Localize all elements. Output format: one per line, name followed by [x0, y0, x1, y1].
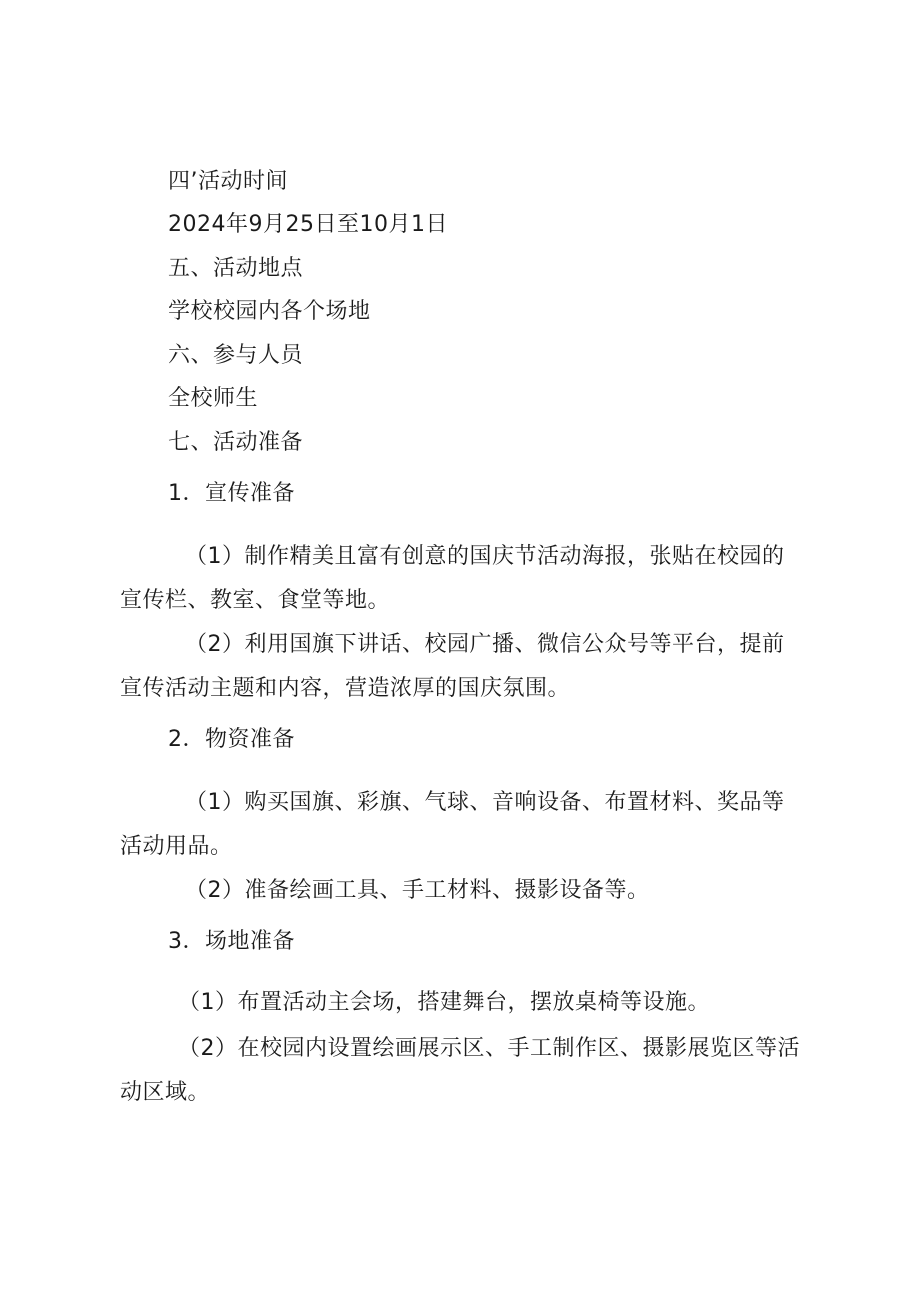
section-4-body: 2024年9月25日至10月1日 [168, 212, 448, 237]
prep-2-item1-line2: 活动用品。 [120, 834, 233, 859]
prep-1-item1-line2: 宣传栏、教室、食堂等地。 [120, 588, 391, 613]
prep-1-heading: 1．宣传准备 [168, 481, 295, 506]
prep-3-item2-line2: 动区域。 [120, 1080, 211, 1105]
prep-2-item1-line1: （1）购买国旗、彩旗、气球、音响设备、布置材料、奖品等 [185, 790, 785, 815]
section-5-body: 学校校园内各个场地 [168, 299, 371, 324]
section-7-heading: 七、活动准备 [168, 430, 304, 455]
section-6-body: 全校师生 [168, 386, 259, 411]
prep-1-item1-line1: （1）制作精美且富有创意的国庆节活动海报，张贴在校园的 [185, 544, 785, 569]
section-5-heading: 五、活动地点 [168, 256, 304, 281]
prep-2-item2-line1: （2）准备绘画工具、手工材料、摄影设备等。 [185, 878, 650, 903]
prep-2-heading: 2．物资准备 [168, 727, 295, 752]
prep-3-heading: 3．场地准备 [168, 929, 295, 954]
prep-1-item2-line1: （2）利用国旗下讲话、校园广播、微信公众号等平台，提前 [185, 632, 785, 657]
prep-3-item1-line1: （1）布置活动主会场，搭建舞台，摆放桌椅等设施。 [178, 990, 710, 1015]
prep-1-item2-line2: 宣传活动主题和内容，营造浓厚的国庆氛围。 [120, 676, 571, 701]
prep-3-item2-line1: （2）在校园内设置绘画展示区、手工制作区、摄影展览区等活 [178, 1036, 800, 1061]
section-4-heading: 四’活动时间 [168, 169, 288, 194]
section-6-heading: 六、参与人员 [168, 343, 304, 368]
